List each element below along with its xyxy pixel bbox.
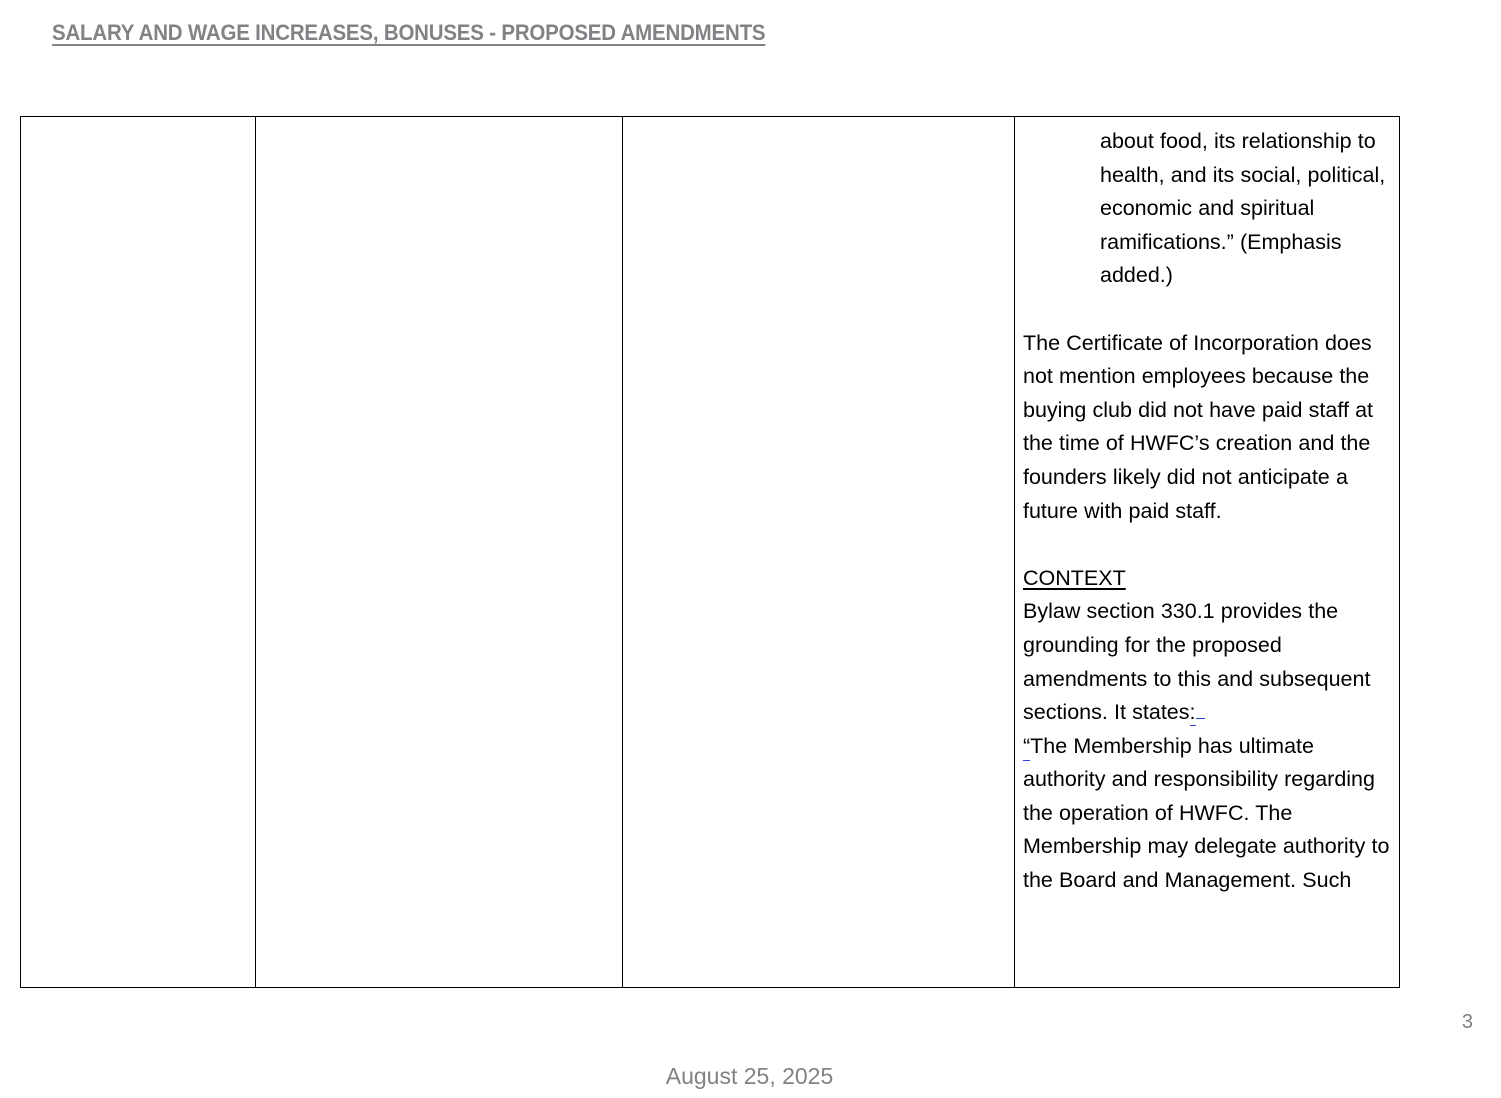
footer-date-label: August 25, 2025 [665, 1063, 834, 1089]
context-body-text: Bylaw section 330.1 provides the grounding for the proposed amendments to this and subsequent sections. It states [1023, 599, 1371, 725]
table-cell-column-1 [21, 117, 255, 987]
bylaw-quote-text: The Membership has ultimate authority and responsibility regarding the operation of HWFC. The Membership may delegate authority to the Board and Management. Such [1023, 733, 1390, 893]
context-section-heading-label: CONTEXT [1023, 565, 1126, 590]
table-cell-column-2-body [256, 117, 622, 125]
amendments-table [20, 116, 1400, 988]
table-cell-column-3 [622, 117, 1014, 987]
table-cell-column-3-body [623, 117, 1014, 125]
page-number: 3 [1461, 1011, 1473, 1033]
page-title: SALARY AND WAGE INCREASES, BONUSES - PROPOSED AMENDMENTS [52, 20, 766, 45]
inserted-colon-mark: : [1189, 700, 1196, 725]
inserted-space-mark [1196, 717, 1205, 719]
inserted-open-quote-mark: “ [1023, 734, 1030, 761]
table-cell-column-2 [255, 117, 622, 987]
table-cell-column-1-body [21, 117, 255, 125]
table-cell-column-4-body [1015, 117, 1399, 898]
context-section-heading [1023, 562, 1393, 596]
footer-date [0, 1063, 1501, 1090]
certificate-of-incorporation-paragraph: The Certificate of Incorporation does not mention employees because the buying club did not have paid staff at the time of HWFC’s creation and the founders likely did not anticipate a future with paid staff. [1023, 330, 1374, 523]
paragraph-spacer-1 [1023, 293, 1393, 327]
paragraph-spacer-2 [1023, 528, 1393, 562]
table-cell-column-4 [1014, 117, 1399, 987]
quote-continuation-paragraph: about food, its relationship to health, and its social, political, economic and spiritual ramifications.” (Emphasis added.) [1100, 129, 1386, 288]
context-body-paragraph [1023, 595, 1393, 897]
